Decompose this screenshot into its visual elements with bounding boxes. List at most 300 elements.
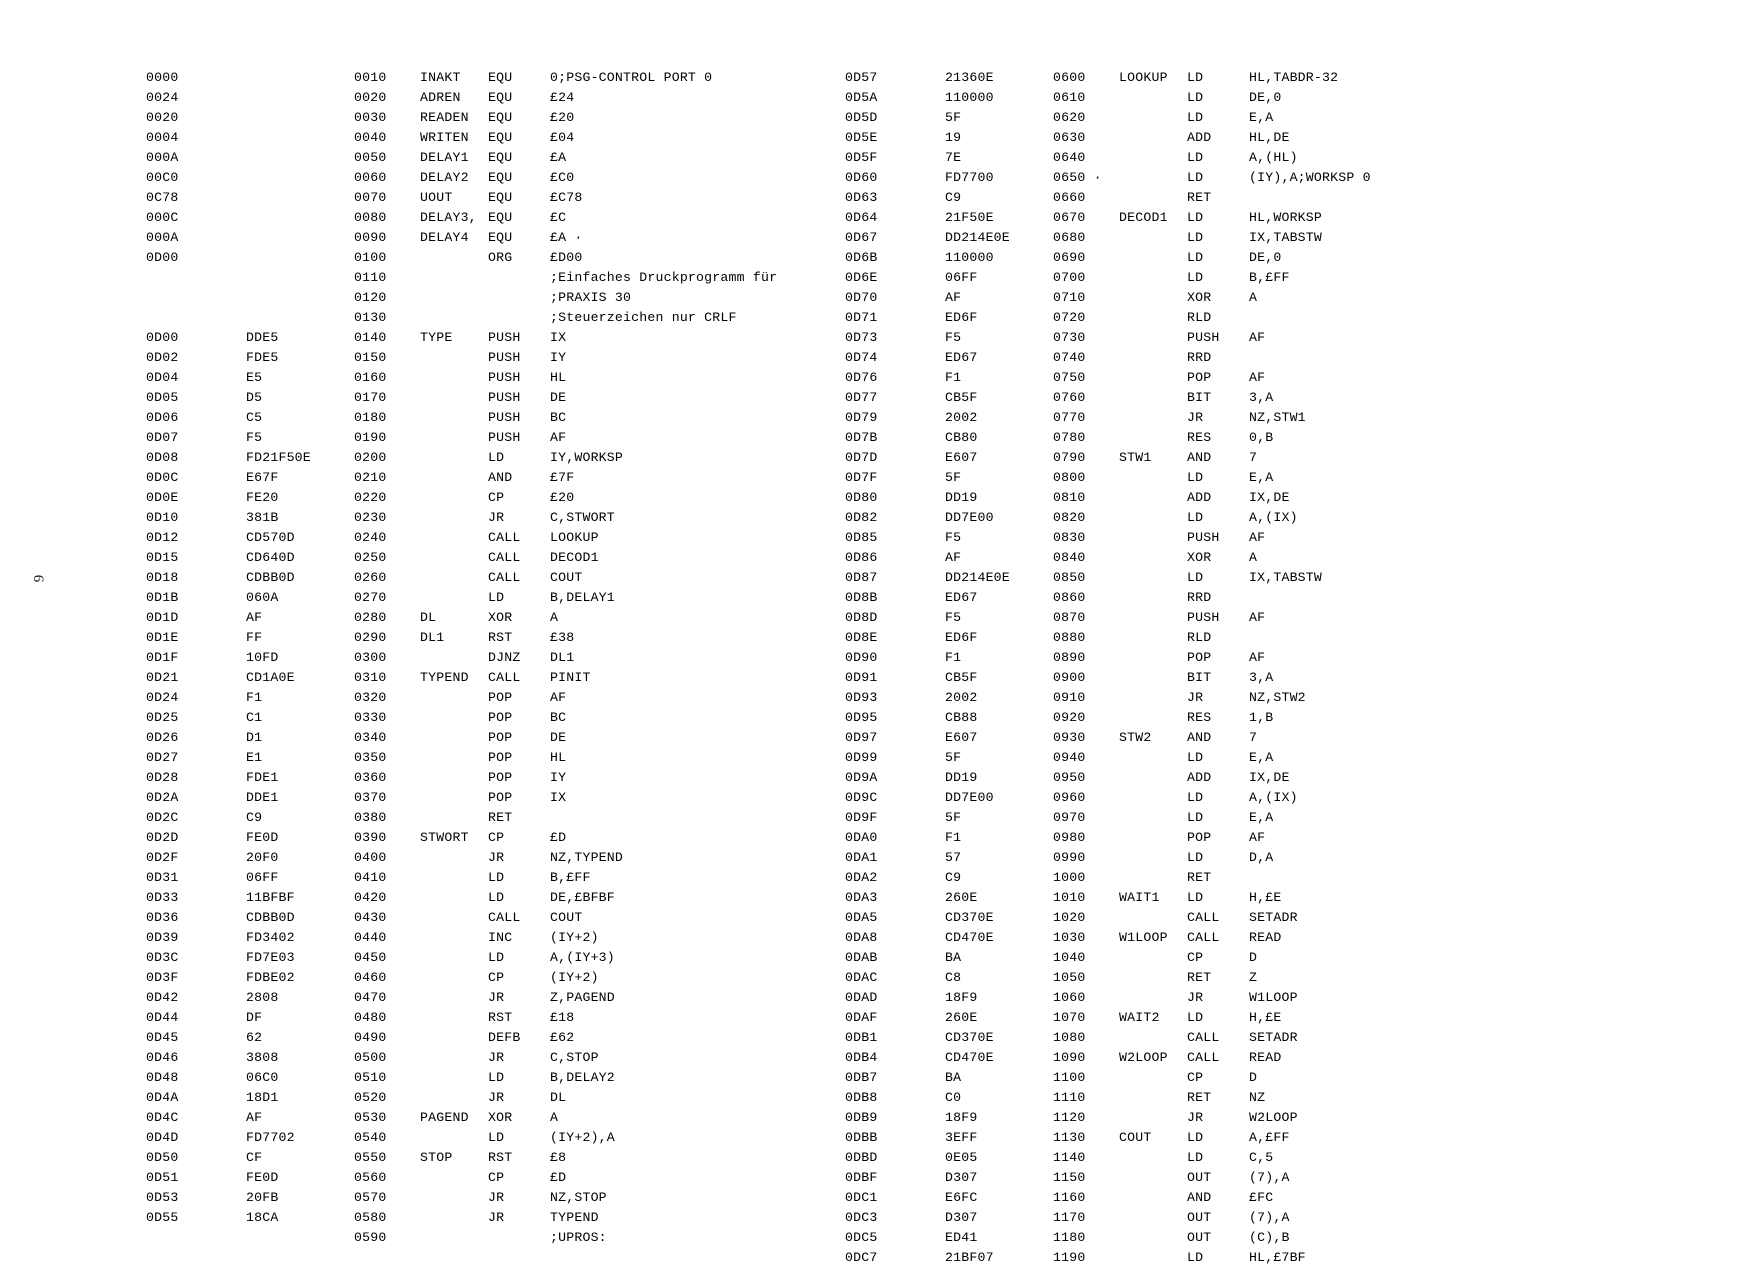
code: 10FD [246, 650, 279, 665]
op: PUSH [1187, 330, 1220, 345]
code: 110000 [945, 250, 994, 265]
listing-line [845, 128, 1371, 148]
args: IX,DE [1249, 490, 1290, 505]
addr: 0D9F [845, 810, 878, 825]
code: D5 [246, 390, 263, 405]
code: FE0D [246, 1170, 279, 1185]
op: JR [1187, 410, 1204, 425]
listing-line [845, 268, 1371, 288]
listing-line [146, 828, 777, 848]
addr: 0D9C [845, 790, 878, 805]
listing-line [146, 448, 777, 468]
listing-line [146, 708, 777, 728]
addr: 0D97 [845, 730, 878, 745]
args: (IY+2) [550, 930, 599, 945]
op: CALL [1187, 910, 1220, 925]
addr: 0DA5 [845, 910, 878, 925]
code: E6FC [945, 1190, 978, 1205]
op: RES [1187, 710, 1212, 725]
listing-line [845, 328, 1371, 348]
listing-line [146, 228, 777, 248]
num: 0890 [1053, 650, 1086, 665]
args: C,STOP [550, 1050, 599, 1065]
code: 060A [246, 590, 279, 605]
listing-line [146, 268, 777, 288]
num: 0260 [354, 570, 387, 585]
code: 18D1 [246, 1090, 279, 1105]
num: 0950 [1053, 770, 1086, 785]
args: AF [1249, 610, 1266, 625]
args: HL,£7BF [1249, 1250, 1306, 1265]
num: 0390 [354, 830, 387, 845]
code: ED6F [945, 310, 978, 325]
op: LD [1187, 270, 1204, 285]
addr: 0D7B [845, 430, 878, 445]
op: LD [1187, 1130, 1204, 1145]
args: £20 [550, 110, 575, 125]
code: E1 [246, 750, 263, 765]
num: 0740 [1053, 350, 1086, 365]
op: LD [1187, 510, 1204, 525]
num: 0780 [1053, 430, 1086, 445]
op: AND [1187, 1190, 1212, 1205]
listing-line [845, 1108, 1371, 1128]
num: 0500 [354, 1050, 387, 1065]
addr: 0DC1 [845, 1190, 878, 1205]
addr: 0D7F [845, 470, 878, 485]
args: COUT [550, 910, 583, 925]
listing-line [845, 488, 1371, 508]
args: H,£E [1249, 1010, 1282, 1025]
code: CD370E [945, 1030, 994, 1045]
args: (IY),A;WORKSP 0 [1249, 170, 1371, 185]
addr: 0D2D [146, 830, 179, 845]
addr: 0DB1 [845, 1030, 878, 1045]
listing-line [845, 788, 1371, 808]
listing-line [845, 1008, 1371, 1028]
addr: 000C [146, 210, 179, 225]
label: STOP [420, 1150, 453, 1165]
op: RES [1187, 430, 1212, 445]
listing-line [845, 88, 1371, 108]
op: RET [1187, 190, 1212, 205]
label: COUT [1119, 1130, 1152, 1145]
code: 06FF [246, 870, 279, 885]
addr: 0D85 [845, 530, 878, 545]
label: UOUT [420, 190, 453, 205]
listing-line [845, 508, 1371, 528]
listing-line [845, 748, 1371, 768]
addr: 0D18 [146, 570, 179, 585]
addr: 0D0C [146, 470, 179, 485]
num: 1080 [1053, 1030, 1086, 1045]
op: CP [488, 830, 505, 845]
num: 0320 [354, 690, 387, 705]
listing-line [146, 1228, 777, 1248]
num: 0210 [354, 470, 387, 485]
op: PUSH [488, 430, 521, 445]
args: TYPEND [550, 1210, 599, 1225]
code: 5F [945, 750, 962, 765]
listing-line [845, 828, 1371, 848]
listing-line [146, 368, 777, 388]
args: NZ,STW2 [1249, 690, 1306, 705]
args: E,A [1249, 750, 1274, 765]
op: LD [1187, 570, 1204, 585]
num: 0220 [354, 490, 387, 505]
num: 0240 [354, 530, 387, 545]
addr: 0DAD [845, 990, 878, 1005]
args: Z,PAGEND [550, 990, 615, 1005]
addr: 0D1E [146, 630, 179, 645]
addr: 0D3C [146, 950, 179, 965]
num: 0310 [354, 670, 387, 685]
op: CP [488, 490, 505, 505]
code: DD19 [945, 490, 978, 505]
addr: 0DC7 [845, 1250, 878, 1265]
code: CD370E [945, 910, 994, 925]
args: NZ,STOP [550, 1190, 607, 1205]
code: DD7E00 [945, 790, 994, 805]
op: XOR [1187, 290, 1212, 305]
addr: 0D44 [146, 1010, 179, 1025]
listing-line [146, 468, 777, 488]
code: E5 [246, 370, 263, 385]
num: 0120 [354, 290, 387, 305]
code: C0 [945, 1090, 962, 1105]
num: 0020 [354, 90, 387, 105]
num: 0810 [1053, 490, 1086, 505]
num: 0460 [354, 970, 387, 985]
code: AF [246, 1110, 263, 1125]
listing-line [146, 148, 777, 168]
op: RET [1187, 970, 1212, 985]
addr: 0D93 [845, 690, 878, 705]
num: 1000 [1053, 870, 1086, 885]
addr: 0D0E [146, 490, 179, 505]
addr: 0D55 [146, 1210, 179, 1225]
addr: 0D33 [146, 890, 179, 905]
args: D [1249, 950, 1258, 965]
args: 3,A [1249, 390, 1274, 405]
op: POP [488, 730, 513, 745]
args: DE [550, 390, 567, 405]
code: F5 [945, 330, 962, 345]
num: 1140 [1053, 1150, 1086, 1165]
listing-line [845, 448, 1371, 468]
listing-line [845, 868, 1371, 888]
num: 1020 [1053, 910, 1086, 925]
addr: 0D21 [146, 670, 179, 685]
op: LD [1187, 850, 1204, 865]
addr: 0D91 [845, 670, 878, 685]
addr: 0D74 [845, 350, 878, 365]
listing-line [845, 1248, 1371, 1268]
listing-line [845, 968, 1371, 988]
listing-line [845, 548, 1371, 568]
args: NZ,STW1 [1249, 410, 1306, 425]
op: LD [488, 1070, 505, 1085]
num: 0030 [354, 110, 387, 125]
op: JR [488, 1050, 505, 1065]
num: 0490 [354, 1030, 387, 1045]
code: 381B [246, 510, 279, 525]
listing-line [146, 1068, 777, 1088]
addr: 0DA3 [845, 890, 878, 905]
listing-line [845, 1088, 1371, 1108]
args: (IY+2),A [550, 1130, 615, 1145]
num: 0100 [354, 250, 387, 265]
num: 1040 [1053, 950, 1086, 965]
args: IY,WORKSP [550, 450, 624, 465]
num: 1190 [1053, 1250, 1086, 1265]
args: £D [550, 830, 567, 845]
addr: 0D5D [845, 110, 878, 125]
num: 0820 [1053, 510, 1086, 525]
args: AF [1249, 330, 1266, 345]
code: C8 [945, 970, 962, 985]
addr: 0DA1 [845, 850, 878, 865]
label: DELAY2 [420, 170, 469, 185]
code: CDBB0D [246, 910, 295, 925]
label: DELAY3, [420, 210, 477, 225]
code: ED67 [945, 350, 978, 365]
args: £A · [550, 230, 583, 245]
addr: 0D4D [146, 1130, 179, 1145]
args: D,A [1249, 850, 1274, 865]
args: (C),B [1249, 1230, 1290, 1245]
addr: 0D53 [146, 1190, 179, 1205]
code: 110000 [945, 90, 994, 105]
op: JR [488, 1210, 505, 1225]
op: EQU [488, 170, 513, 185]
op: CP [1187, 1070, 1204, 1085]
op: EQU [488, 210, 513, 225]
code: F1 [945, 650, 962, 665]
args: £D00 [550, 250, 583, 265]
listing-line [845, 368, 1371, 388]
num: 0660 [1053, 190, 1086, 205]
listing-line [146, 1148, 777, 1168]
op: POP [488, 750, 513, 765]
listing-line [845, 228, 1371, 248]
num: 0010 [354, 70, 387, 85]
listing-line [146, 788, 777, 808]
op: LD [1187, 110, 1204, 125]
op: RET [1187, 870, 1212, 885]
addr: 0D60 [845, 170, 878, 185]
code: 21F50E [945, 210, 994, 225]
listing-line [845, 248, 1371, 268]
code: 11BFBF [246, 890, 295, 905]
num: 0530 [354, 1110, 387, 1125]
addr: 0D00 [146, 330, 179, 345]
addr: 0D3F [146, 970, 179, 985]
op: POP [488, 790, 513, 805]
args: £D [550, 1170, 567, 1185]
num: 1010 [1053, 890, 1086, 905]
code: 2002 [945, 690, 978, 705]
op: POP [488, 710, 513, 725]
listing-line [845, 668, 1371, 688]
num: 0710 [1053, 290, 1086, 305]
addr: 0D87 [845, 570, 878, 585]
addr: 0D76 [845, 370, 878, 385]
code: F1 [246, 690, 263, 705]
addr: 0DAF [845, 1010, 878, 1025]
num: 1070 [1053, 1010, 1086, 1025]
num: 0960 [1053, 790, 1086, 805]
code: 2002 [945, 410, 978, 425]
args: £20 [550, 490, 575, 505]
op: EQU [488, 230, 513, 245]
args: W2LOOP [1249, 1110, 1298, 1125]
code: E607 [945, 450, 978, 465]
args: DE [550, 730, 567, 745]
listing-line [146, 848, 777, 868]
num: 1170 [1053, 1210, 1086, 1225]
code: ED6F [945, 630, 978, 645]
op: LD [1187, 1150, 1204, 1165]
args: £C78 [550, 190, 583, 205]
op: INC [488, 930, 513, 945]
code: 18CA [246, 1210, 279, 1225]
code: F1 [945, 830, 962, 845]
num: 0860 [1053, 590, 1086, 605]
args: AF [1249, 370, 1266, 385]
num: 0360 [354, 770, 387, 785]
num: 0560 [354, 1170, 387, 1185]
addr: 0D48 [146, 1070, 179, 1085]
code: FD3402 [246, 930, 295, 945]
op: RST [488, 630, 513, 645]
code: CB88 [945, 710, 978, 725]
args: DL [550, 1090, 567, 1105]
listing-line [146, 208, 777, 228]
code: FD7E03 [246, 950, 295, 965]
addr: 0D8D [845, 610, 878, 625]
listing-line [146, 868, 777, 888]
num: 0480 [354, 1010, 387, 1025]
args: B,DELAY2 [550, 1070, 615, 1085]
listing-line [845, 108, 1371, 128]
addr: 000A [146, 230, 179, 245]
listing-line [845, 768, 1371, 788]
op: JR [1187, 990, 1204, 1005]
args: AF [1249, 830, 1266, 845]
args: A,(IX) [1249, 790, 1298, 805]
num: 1160 [1053, 1190, 1086, 1205]
addr: 0004 [146, 130, 179, 145]
code: F1 [945, 370, 962, 385]
args: AF [1249, 650, 1266, 665]
addr: 0D71 [845, 310, 878, 325]
listing-line [146, 948, 777, 968]
addr: 0D2A [146, 790, 179, 805]
addr: 0DB7 [845, 1070, 878, 1085]
op: JR [488, 510, 505, 525]
listing-line [146, 408, 777, 428]
num: 0850 [1053, 570, 1086, 585]
num: 1060 [1053, 990, 1086, 1005]
op: LD [1187, 170, 1204, 185]
args: 3,A [1249, 670, 1274, 685]
args: DECOD1 [550, 550, 599, 565]
code: C9 [246, 810, 263, 825]
op: LD [1187, 250, 1204, 265]
code: E67F [246, 470, 279, 485]
num: 0610 [1053, 90, 1086, 105]
code: FDE5 [246, 350, 279, 365]
listing-line [146, 328, 777, 348]
label: TYPE [420, 330, 453, 345]
args: HL,WORKSP [1249, 210, 1323, 225]
args: A,£FF [1249, 1130, 1290, 1145]
op: LD [1187, 90, 1204, 105]
addr: 0DB4 [845, 1050, 878, 1065]
op: POP [1187, 370, 1212, 385]
code: AF [246, 610, 263, 625]
op: LD [1187, 1010, 1204, 1025]
label: DL1 [420, 630, 445, 645]
addr: 0D1B [146, 590, 179, 605]
code: DF [246, 1010, 263, 1025]
code: FD7702 [246, 1130, 295, 1145]
addr: 0D27 [146, 750, 179, 765]
listing-line [845, 408, 1371, 428]
addr: 0D82 [845, 510, 878, 525]
code: CD570D [246, 530, 295, 545]
args: 0,B [1249, 430, 1274, 445]
addr: 0DA8 [845, 930, 878, 945]
op: EQU [488, 190, 513, 205]
addr: 0DA0 [845, 830, 878, 845]
code: D1 [246, 730, 263, 745]
addr: 0D08 [146, 450, 179, 465]
addr: 0D28 [146, 770, 179, 785]
num: 0200 [354, 450, 387, 465]
addr: 0D07 [146, 430, 179, 445]
code: CB5F [945, 390, 978, 405]
args: IY [550, 770, 567, 785]
op: ADD [1187, 770, 1212, 785]
args: B,£FF [1249, 270, 1290, 285]
listing-line [146, 548, 777, 568]
addr: 0D1F [146, 650, 179, 665]
code: DD214E0E [945, 230, 1010, 245]
listing-line [845, 208, 1371, 228]
op: LD [1187, 810, 1204, 825]
addr: 0D00 [146, 250, 179, 265]
addr: 0D51 [146, 1170, 179, 1185]
listing-line [146, 128, 777, 148]
code: FD7700 [945, 170, 994, 185]
num: 0880 [1053, 630, 1086, 645]
op: EQU [488, 130, 513, 145]
addr: 0D25 [146, 710, 179, 725]
op: PUSH [488, 330, 521, 345]
addr: 0D7D [845, 450, 878, 465]
op: BIT [1187, 390, 1212, 405]
op: AND [1187, 450, 1212, 465]
label: W1LOOP [1119, 930, 1168, 945]
listing-line [146, 348, 777, 368]
args: COUT [550, 570, 583, 585]
listing-line [146, 1088, 777, 1108]
op: ADD [1187, 130, 1212, 145]
args: A [550, 610, 559, 625]
args: ;PRAXIS 30 [550, 290, 632, 305]
